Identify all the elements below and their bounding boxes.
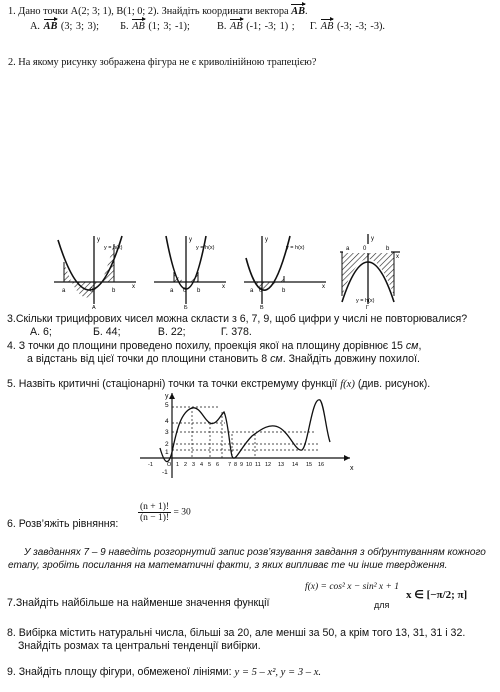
question-1 bbox=[8, 6, 308, 17]
svg-text:0: 0 bbox=[183, 288, 187, 294]
question-9: 9. Знайдіть площу фігури, обмеженої лініями: y = 5 – x², y = 3 – x. bbox=[7, 666, 322, 678]
svg-text:x: x bbox=[132, 284, 135, 290]
question-8-line2: Знайдіть розмах та центральні тенденції вибірки. bbox=[18, 640, 261, 652]
svg-text:8: 8 bbox=[234, 462, 238, 468]
vector-ab: AB bbox=[291, 6, 305, 17]
q3-option-d: Г. 378. bbox=[220, 326, 252, 338]
figure-c-caption: В bbox=[260, 305, 264, 310]
svg-text:x: x bbox=[396, 254, 399, 260]
svg-text:y = h(x): y = h(x) bbox=[104, 245, 123, 251]
svg-text:5: 5 bbox=[208, 462, 212, 468]
svg-text:0: 0 bbox=[259, 288, 263, 294]
svg-text:y = h(x): y = h(x) bbox=[356, 298, 375, 304]
question-1-options bbox=[30, 21, 385, 32]
question-8: 8. Вибірка містить натуральні числа, більші за 20, але менші за 50, а крім того 13, 31, 31 і 32. bbox=[7, 627, 466, 639]
svg-text:14: 14 bbox=[292, 462, 299, 468]
figure-c bbox=[244, 236, 326, 310]
question-4-line1: 4. З точки до площини проведено похилу, проекція якої на площину дорівнює 15 bbox=[7, 340, 403, 352]
q3-option-c: В. 22; bbox=[157, 326, 186, 338]
svg-text:x: x bbox=[350, 465, 354, 472]
svg-text:1: 1 bbox=[176, 462, 180, 468]
figure-d bbox=[340, 232, 400, 310]
svg-text:10: 10 bbox=[246, 462, 253, 468]
equation-rhs: = 30 bbox=[173, 507, 191, 518]
svg-text:13: 13 bbox=[278, 462, 285, 468]
question-7-function: f(x) = cos² x − sin² x + 1 bbox=[305, 582, 400, 592]
instructions-note: У завданнях 7 – 9 наведіть розгорнутий запис розв’язування завдання з обґрунтуванням кожного етапу, зробіть посилання на математичні факти, з яких випливає те чи інше твердження. bbox=[8, 547, 486, 571]
svg-text:4: 4 bbox=[200, 462, 204, 468]
question-2-figures bbox=[50, 232, 470, 310]
question-2: 2. На якому рисунку зображена фігура не є криволінійною трапецією? bbox=[8, 57, 317, 68]
svg-text:x: x bbox=[322, 284, 325, 290]
option-d: Г. AB (-3; -3; -3). bbox=[309, 21, 385, 32]
svg-text:y: y bbox=[189, 237, 192, 243]
svg-text:b: b bbox=[112, 288, 116, 294]
svg-text:0: 0 bbox=[90, 288, 94, 294]
svg-text:3: 3 bbox=[165, 429, 169, 436]
svg-text:y: y bbox=[265, 237, 268, 243]
svg-text:4: 4 bbox=[165, 418, 169, 425]
question-7-for: для bbox=[374, 600, 390, 610]
svg-text:9: 9 bbox=[240, 462, 244, 468]
svg-text:a: a bbox=[170, 288, 174, 294]
question-1-end: . bbox=[304, 6, 308, 17]
question-6-label: 6. Розв’яжіть рівняння: bbox=[7, 518, 119, 530]
svg-text:7: 7 bbox=[228, 462, 232, 468]
svg-text:b: b bbox=[282, 288, 286, 294]
figure-b-caption: Б bbox=[184, 305, 188, 310]
svg-text:y = h(x): y = h(x) bbox=[196, 245, 215, 251]
svg-text:b: b bbox=[197, 288, 201, 294]
figure-a-caption: А bbox=[92, 305, 96, 310]
question-4-line2: а відстань від цієї точки до площини становить 8 см. Знайдіть довжину похилої. bbox=[27, 353, 420, 365]
question-4: 4. З точки до площини проведено похилу, проекція якої на площину дорівнює 15 см, bbox=[7, 340, 422, 352]
svg-text:12: 12 bbox=[265, 462, 272, 468]
svg-text:a: a bbox=[346, 246, 350, 252]
svg-text:2: 2 bbox=[165, 441, 169, 448]
question-7-label: 7.Знайдіть найбільше на найменше значення функції bbox=[7, 597, 270, 609]
svg-text:6: 6 bbox=[216, 462, 220, 468]
question-7-domain: x ∈ [−π/2; π] bbox=[406, 589, 468, 601]
svg-text:0: 0 bbox=[363, 246, 367, 252]
svg-text:-1: -1 bbox=[162, 469, 168, 476]
option-b: Б. AB (1; 3; -1); bbox=[120, 21, 190, 32]
svg-text:y: y bbox=[97, 237, 100, 243]
svg-text:16: 16 bbox=[318, 462, 325, 468]
svg-text:11: 11 bbox=[255, 462, 261, 468]
svg-text:a: a bbox=[62, 288, 66, 294]
svg-text:2: 2 bbox=[184, 462, 188, 468]
figure-b bbox=[154, 236, 226, 310]
figure-d-caption: Г bbox=[366, 305, 369, 310]
figure-a bbox=[54, 236, 136, 310]
question-3: 3.Скільки трицифрових чисел можна скласти з 6, 7, 9, щоб цифри у числі не повторювалися? bbox=[7, 313, 468, 325]
svg-text:a: a bbox=[250, 288, 254, 294]
svg-text:15: 15 bbox=[306, 462, 313, 468]
svg-text:O: O bbox=[167, 462, 172, 468]
svg-text:y: y bbox=[165, 393, 169, 400]
q3-option-a: А. 6; bbox=[30, 326, 52, 338]
svg-text:5: 5 bbox=[165, 402, 169, 409]
svg-text:3: 3 bbox=[192, 462, 196, 468]
question-1-text: 1. Дано точки А(2; 3; 1), В(1; 0; 2). Знайдіть координати вектора bbox=[8, 6, 289, 17]
question-6-equation bbox=[138, 502, 191, 523]
fraction-numerator: (n + 1)! bbox=[140, 502, 170, 512]
svg-text:1: 1 bbox=[165, 449, 169, 456]
question-3-options bbox=[30, 326, 252, 338]
svg-text:y = h(x): y = h(x) bbox=[286, 245, 305, 251]
svg-text:-1: -1 bbox=[148, 462, 153, 468]
option-c: В. AB (-1; -3; 1) ; bbox=[217, 21, 295, 32]
function-curve bbox=[160, 400, 330, 462]
fraction-denominator: (n − 1)! bbox=[140, 513, 170, 523]
q3-option-b: Б. 44; bbox=[92, 326, 121, 338]
question-5: 5. Назвіть критичні (стаціонарні) точки та точки екстремуму функції f(x) (див. рисунок). bbox=[7, 378, 431, 390]
svg-text:b: b bbox=[386, 246, 390, 252]
function-graph bbox=[140, 390, 360, 480]
option-a: А. AB (3; 3; 3); bbox=[30, 21, 99, 32]
svg-text:x: x bbox=[222, 284, 225, 290]
svg-text:y: y bbox=[371, 236, 374, 242]
